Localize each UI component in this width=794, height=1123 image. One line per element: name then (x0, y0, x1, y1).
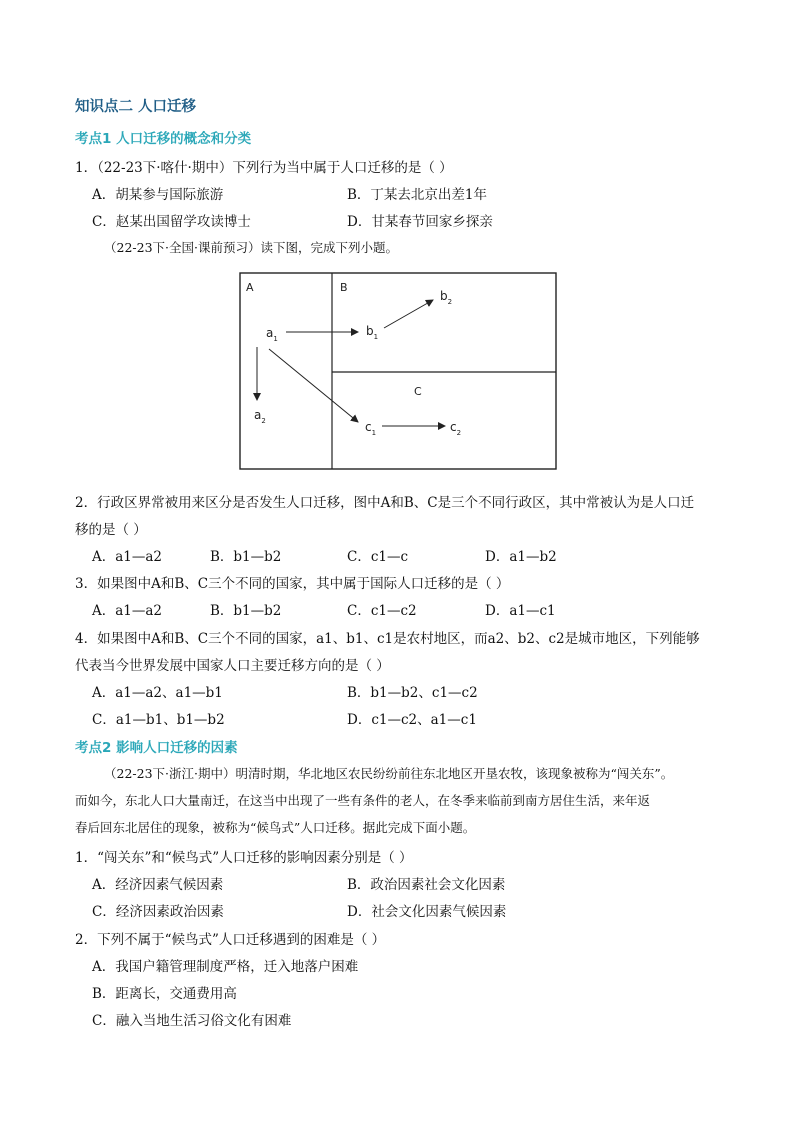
region-label-a: A (246, 281, 254, 294)
t1-q4-stem-line1: 4．如果图中A和B、C三个不同的国家，a1、b1、c1是农村地区，而a2、b2、c2是城市地区，下列能够 (75, 631, 700, 647)
t2-material-line2: 而如今，东北人口大量南迁，在这当中出现了一些有条件的老人，在冬季来临前到南方居住生活，来年返 (75, 793, 651, 808)
t1-q2-stem-line2: 移的是（ ） (75, 522, 147, 538)
topic2-title: 考点2 影响人口迁移的因素 (75, 740, 238, 756)
point-b1: $b_1$ (366, 324, 379, 341)
t1-q3-option-a[interactable]: A．a1—a2 (92, 603, 163, 619)
arrow-a1-c1 (269, 349, 358, 422)
t2-q1-option-b[interactable]: B．政治因素社会文化因素 (347, 877, 506, 893)
point-c2: $c_2$ (450, 420, 462, 437)
t1-q4-stem-line2: 代表当今世界发展中国家人口主要迁移方向的是（ ） (75, 658, 390, 674)
t2-q2-option-a[interactable]: A．我国户籍管理制度严格，迁入地落户困难 (92, 959, 359, 975)
arrow-b1-b2 (384, 300, 433, 328)
t2-q1-stem: 1．“闯关东”和“候鸟式”人口迁移的影响因素分别是（ ） (75, 850, 413, 866)
region-label-b: B (340, 281, 348, 294)
point-c1: $c_1$ (365, 420, 377, 437)
t1-q4-option-a[interactable]: A．a1—a2、a1—b1 (92, 685, 223, 701)
t1-q1-stem: 1．（22-23下·喀什·期中）下列行为当中属于人口迁移的是（ ） (75, 160, 453, 176)
diagram-border (240, 273, 556, 469)
t2-material-line1: （22-23下·浙江·期中）明清时期，华北地区农民纷纷前往东北地区开垦农牧，该现象被称为“闯关东”。 (104, 766, 674, 781)
topic1-title: 考点1 人口迁移的概念和分类 (75, 131, 252, 147)
t1-q1-option-a[interactable]: A．胡某参与国际旅游 (92, 187, 224, 203)
t1-q3-stem: 3．如果图中A和B、C三个不同的国家，其中属于国际人口迁移的是（ ） (75, 576, 510, 592)
t2-q2-option-c[interactable]: C．融入当地生活习俗文化有困难 (92, 1013, 292, 1029)
migration-diagram (239, 272, 558, 472)
t1-q1-option-b[interactable]: B．丁某去北京出差1年 (347, 187, 488, 203)
t1-q4-option-c[interactable]: C．a1—b1、b1—b2 (92, 712, 225, 728)
t1-q2-option-c[interactable]: C．c1—c (347, 549, 409, 565)
region-label-c: C (414, 385, 422, 398)
t1-q2-option-b[interactable]: B．b1—b2 (210, 549, 282, 565)
t1-q2-stem-line1: 2．行政区界常被用来区分是否发生人口迁移，图中A和B、C是三个不同行政区，其中常被认为是人口迁 (75, 495, 695, 511)
section-title: 知识点二 人口迁移 (75, 99, 197, 115)
t2-material-line3: 春后回东北居住的现象，被称为“候鸟式”人口迁移。据此完成下面小题。 (75, 820, 476, 835)
t1-q4-option-d[interactable]: D．c1—c2、a1—c1 (347, 712, 477, 728)
t1-material-intro: （22-23下·全国·课前预习）读下图，完成下列小题。 (104, 240, 398, 255)
t1-q2-option-a[interactable]: A．a1—a2 (92, 549, 163, 565)
point-a1: $a_1$ (266, 326, 278, 343)
t1-q2-option-d[interactable]: D．a1—b2 (485, 549, 557, 565)
t2-q2-stem: 2．下列不属于“候鸟式”人口迁移遇到的困难是（ ） (75, 932, 386, 948)
t1-q1-option-d[interactable]: D．甘某春节回家乡探亲 (347, 214, 493, 230)
t1-q3-option-d[interactable]: D．a1—c1 (485, 603, 556, 619)
t2-q1-option-d[interactable]: D．社会文化因素气候因素 (347, 904, 507, 920)
t1-q3-option-b[interactable]: B．b1—b2 (210, 603, 282, 619)
t1-q1-option-c[interactable]: C．赵某出国留学攻读博士 (92, 214, 251, 230)
t2-q2-option-b[interactable]: B．距离长，交通费用高 (92, 986, 237, 1002)
point-b2: $b_2$ (440, 289, 453, 306)
point-a2: $a_2$ (254, 408, 266, 425)
t2-q1-option-c[interactable]: C．经济因素政治因素 (92, 904, 224, 920)
t1-q3-option-c[interactable]: C．c1—c2 (347, 603, 417, 619)
t2-q1-option-a[interactable]: A．经济因素气候因素 (92, 877, 224, 893)
t1-q4-option-b[interactable]: B．b1—b2、c1—c2 (347, 685, 478, 701)
